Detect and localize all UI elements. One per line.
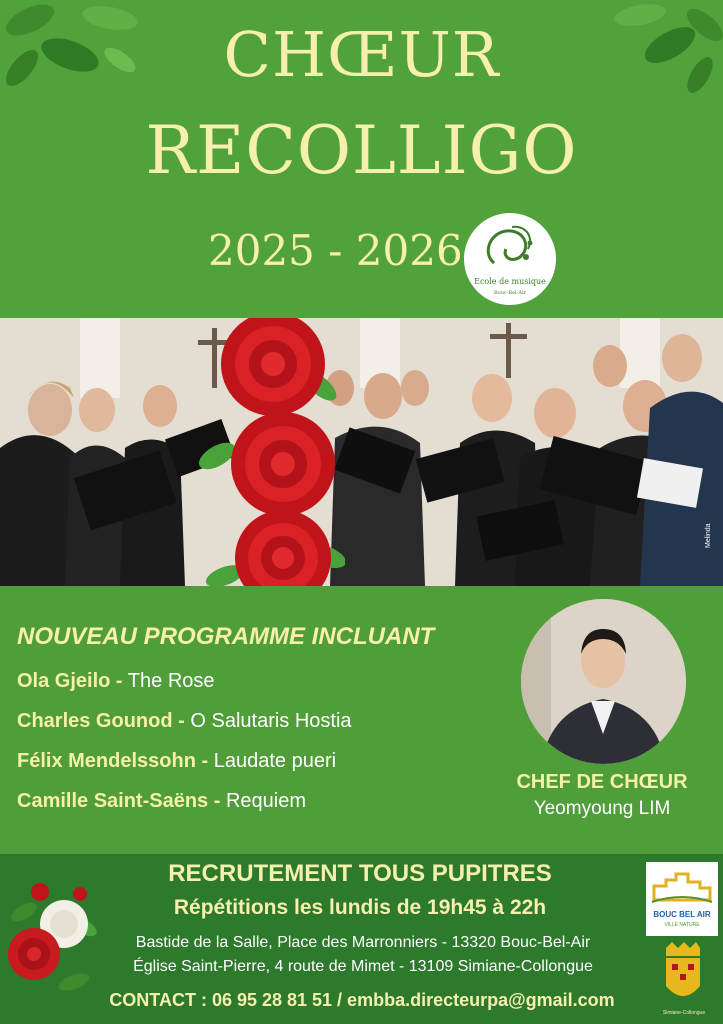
- work-title: The Rose: [127, 670, 215, 692]
- program-heading: NOUVEAU PROGRAMME INCLUANT: [17, 623, 435, 650]
- piece-separator: -: [201, 750, 209, 772]
- poster-header: [0, 0, 723, 318]
- program-section: [0, 586, 723, 854]
- red-roses-icon: [195, 318, 345, 586]
- info-footer: [0, 854, 723, 1024]
- conductor-portrait-icon: [521, 599, 686, 764]
- choir-singers-image: [0, 318, 723, 586]
- piece-separator: -: [178, 710, 185, 732]
- rehearsal-schedule: Répétitions les lundis de 19h45 à 22h: [173, 896, 547, 919]
- program-piece: [17, 670, 215, 693]
- conductor-name: Yeomyoung LIM: [533, 798, 671, 819]
- choir-title-line-1: CHŒUR: [223, 18, 500, 91]
- composer-name: Ola Gjeilo: [17, 670, 111, 692]
- bouc-bel-air-logo: [646, 862, 718, 936]
- town-skyline-icon: [646, 862, 718, 908]
- piece-separator: -: [213, 790, 221, 812]
- music-school-name: Ecole de musique: [474, 277, 546, 286]
- choir-title-line-2: RECOLLIGO: [145, 112, 578, 189]
- music-school-place: Bouc-Bel-Air: [494, 290, 526, 296]
- program-piece: [17, 750, 336, 773]
- roses-bouquet-icon: [4, 882, 99, 1012]
- town-tagline: VILLE NATURE: [664, 922, 700, 928]
- photo-credit: Melinda: [705, 523, 712, 548]
- music-school-logo: [464, 213, 556, 305]
- coat-of-arms-icon: [662, 942, 704, 1008]
- work-title: Requiem: [225, 790, 307, 812]
- program-piece: [17, 710, 352, 733]
- piece-separator: -: [115, 670, 123, 692]
- composer-name: Félix Mendelssohn: [17, 750, 196, 772]
- work-title: O Salutaris Hostia: [190, 710, 352, 732]
- conductor-role: CHEF DE CHŒUR: [516, 771, 688, 793]
- venue-address: Bastide de la Salle, Place des Marronniers - 13320 Bouc-Bel-Air: [135, 934, 591, 951]
- recruitment-heading: RECRUTEMENT TOUS PUPITRES: [168, 860, 552, 887]
- crest-town-label: Simiane-Collongue: [662, 1010, 706, 1016]
- choir-photo: [0, 318, 723, 586]
- venue-address: Église Saint-Pierre, 4 route de Mimet - 13109 Simiane-Collongue: [133, 958, 593, 975]
- conductor-photo: [521, 599, 686, 764]
- music-clef-icon: [464, 213, 556, 277]
- work-title: Laudate pueri: [213, 750, 337, 772]
- program-piece: [17, 790, 306, 813]
- contact-info: CONTACT : 06 95 28 81 51 / embba.directeurpa@gmail.com: [109, 990, 615, 1010]
- composer-name: Charles Gounod: [17, 710, 173, 732]
- town-name: BOUC BEL AIR: [653, 910, 711, 919]
- composer-name: Camille Saint-Saëns: [17, 790, 209, 812]
- season-years: 2025 - 2026: [208, 226, 463, 275]
